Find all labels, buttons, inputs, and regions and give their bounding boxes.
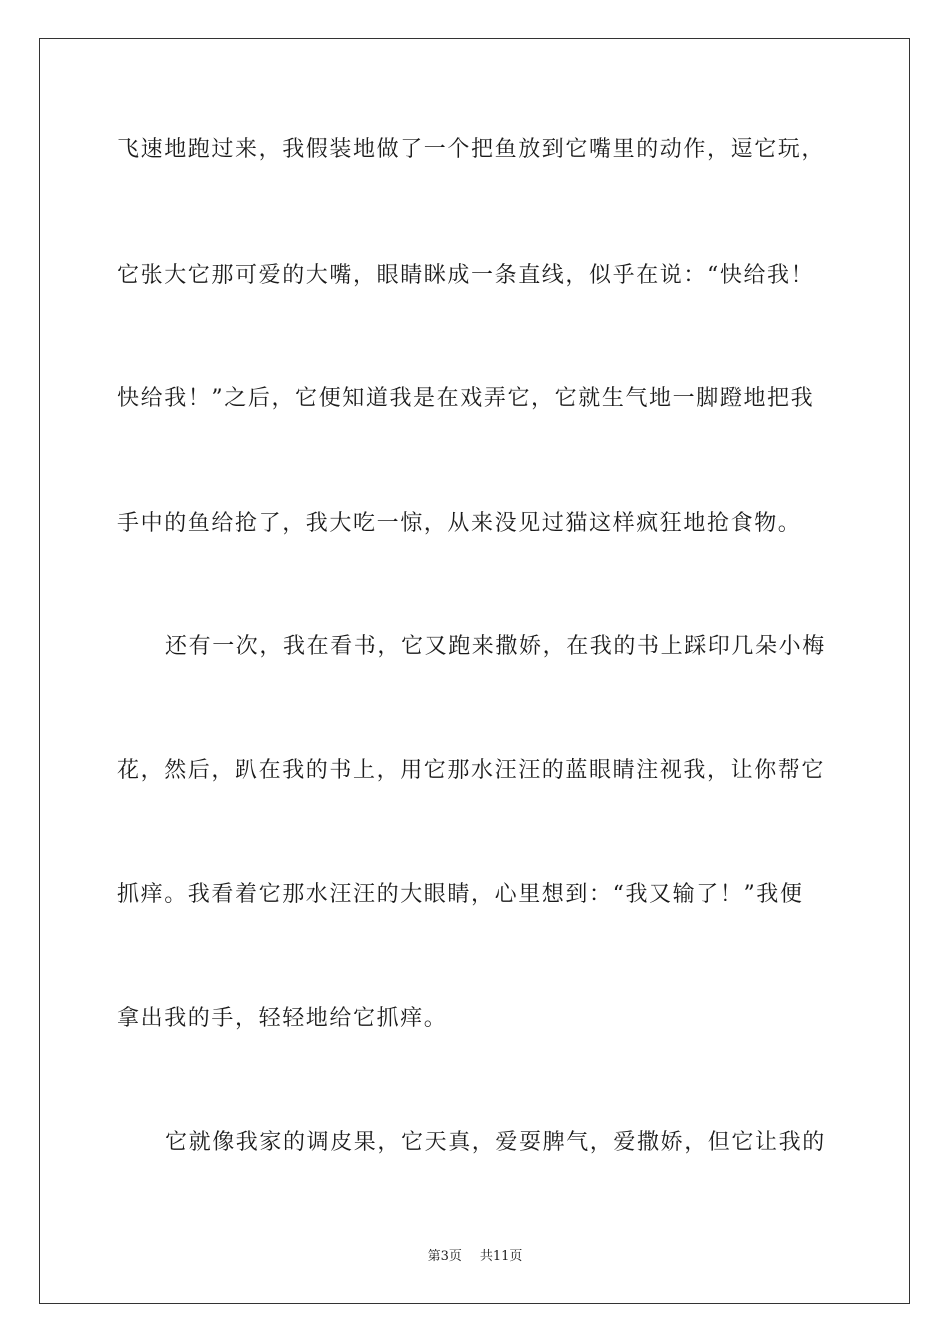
body-text-line-1: 飞速地跑过来，我假装地做了一个把鱼放到它嘴里的动作，逗它玩， <box>117 137 826 162</box>
page-total: 共11页 <box>479 1249 523 1264</box>
paragraph-start-line-5: 还有一次，我在看书，它又跑来撒娇，在我的书上踩印几朵小梅 <box>165 634 826 659</box>
page-footer <box>0 1248 950 1266</box>
body-text-line-2: 它张大它那可爱的大嘴，眼睛眯成一条直线，似乎在说：“快给我！ <box>117 263 815 288</box>
body-text-line-4: 手中的鱼给抢了，我大吃一惊，从来没见过猫这样疯狂地抢食物。 <box>117 511 802 536</box>
body-text-line-7: 抓痒。我看着它那水汪汪的大眼睛，心里想到：“我又输了！”我便 <box>117 882 804 907</box>
body-text-line-3: 快给我！”之后，它便知道我是在戏弄它，它就生气地一脚蹬地把我 <box>117 386 815 411</box>
page-number: 第3页 <box>427 1249 462 1264</box>
body-text-line-6: 花，然后，趴在我的书上，用它那水汪汪的蓝眼睛注视我，让你帮它 <box>117 758 826 783</box>
paragraph-start-line-9: 它就像我家的调皮果，它天真，爱耍脾气，爱撒娇，但它让我的 <box>165 1130 826 1155</box>
page-frame <box>39 38 910 1304</box>
body-text-line-8: 拿出我的手，轻轻地给它抓痒。 <box>117 1006 448 1031</box>
